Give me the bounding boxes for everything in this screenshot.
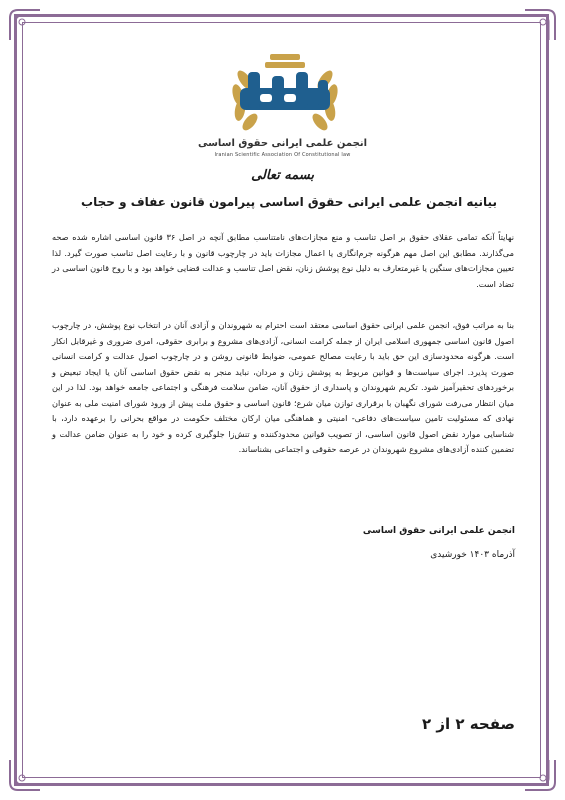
corner-ornament-icon — [523, 758, 557, 792]
body-paragraph-2: بنا به مراتب فوق، انجمن علمی ایرانی حقوق اساسی معتقد است احترام به شهروندان و آزادی آنان در انتخاب نوع پوشش، در چارچوب اصول قانون اساسی جمهوری اسلامی ایران از جمله کرامت انسانی، آزادی‌های مشروع و برابری حقوقی، امری ضروری و غیرقابل انکار است. هرگونه محدودسازی این حق باید با رعایت مصالح عمومی، ضوابط قانونی روشن و در چارچوب اصول عدالت و کرامت انسانی صورت پذیرد. اجرای سیاست‌ها و قوانین مربوط به پوشش زنان و مردان، نباید منجر به نقض حقوق اساسی آنان یا ایجاد تبعیض و برخوردهای تحقیرآمیز شود. تکریم شهروندان و پاسداری از حقوق آنان، ضامن سلامت فرهنگی و اجتماعی جامعه خواهد بود. لذا در این میان انتظار می‌رفت شورای نگهبان با برقراری توازن میان شرع؛ قانون اساسی و حقوق ملت پیش از ورود شورای امنیت ملی به عنوان نهادی که مسئولیت تامین سیاست‌های دفاعی- امنیتی و هماهنگی میان ارکان مختلف حکومت در مواقع بحرانی را برعهده دارد، با شناسایی موارد نقض اصول قانون اساسی، از تصویب قوانین محدودکننده و تنش‌زا جلوگیری کرده و خود را به عنوان ضامن عدالت و تضمین کننده آزادی‌های مشروع شهروندان در عرصه حقوقی و اجتماعی بشناساند. — [52, 320, 514, 454]
document-date: آذرماه ۱۴۰۳ خورشیدی — [430, 550, 515, 560]
corner-ornament-icon — [8, 758, 42, 792]
body-paragraph-1: نهایتاً آنکه تمامی عقلای حقوق بر اصل تناسب و منع مجازات‌های نامتناسب مطابق آنچه در اصل ۳۶ قانون اساسی اشاره شده صحه می‌گذارند. مطابق این اصل مهم هرگونه جرم‌انگاری یا اعمال مجازات باید در چارچوب قانون و با رعایت اصل تناسب صورت گیرد. لذا تعیین مجازات‌های سنگین یا غیرمتعارف به دلیل نوع پوشش زنان، نقض اصل تناسب و عدالت قضایی خواهد بود و با روح قانون اساسی در تضاد است. — [52, 232, 514, 289]
bismillah-heading: بسمه تعالی — [251, 168, 314, 183]
logo-org-name: انجمن علمی ایرانی حقوق اساسی — [197, 138, 368, 149]
document-title: بیانیه انجمن علمی ایرانی حقوق اساسی پیرامون قانون عفاف و حجاب — [81, 195, 497, 209]
corner-ornament-icon — [8, 8, 42, 42]
logo-org-name-english: Iranian Scientific Association Of Constitutional law — [214, 152, 351, 158]
signature-org: انجمن علمی ایرانی حقوق اساسی — [362, 526, 515, 536]
corner-ornament-icon — [523, 8, 557, 42]
page-number: صفحه ۲ از ۲ — [422, 715, 515, 733]
